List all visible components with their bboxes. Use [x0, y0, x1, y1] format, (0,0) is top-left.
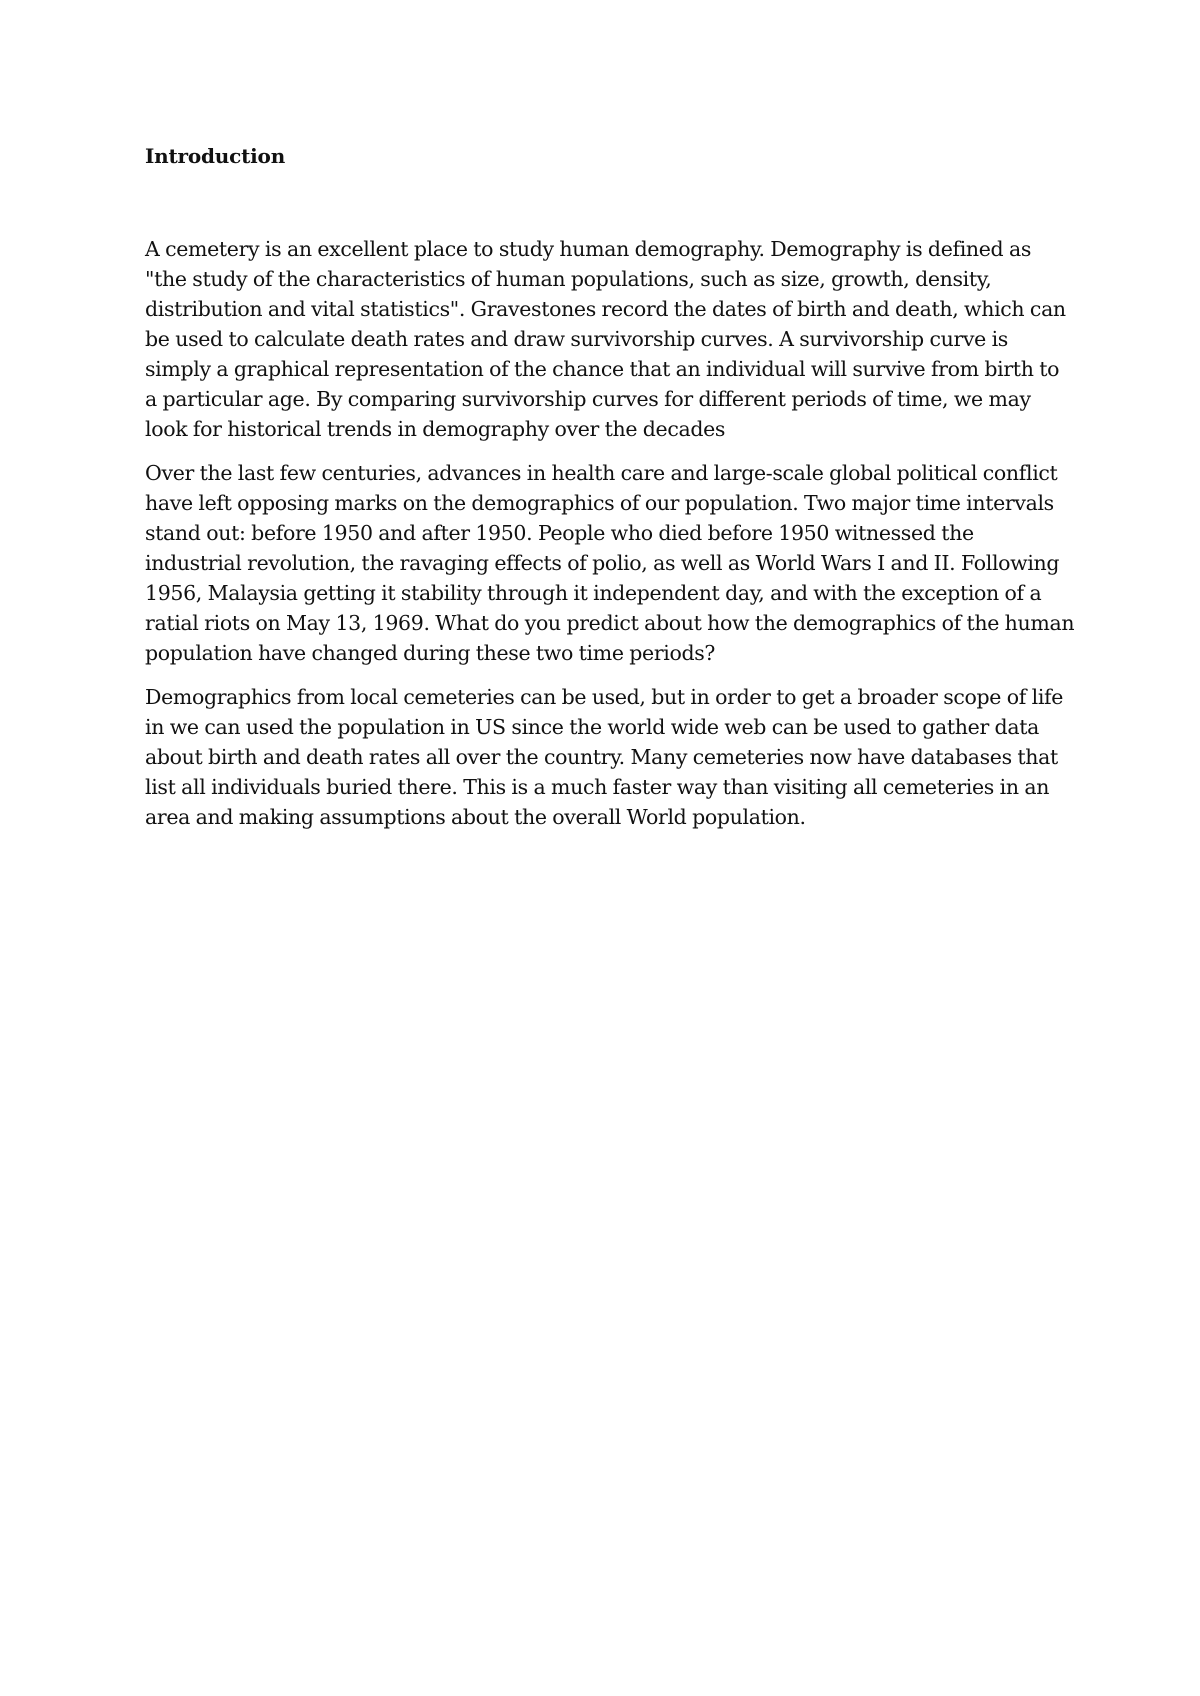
document-page	[145, 140, 1075, 846]
section-heading: Introduction	[145, 144, 286, 168]
paragraph-demography-definition: A cemetery is an excellent place to study human demography. Demography is defined as "the study of the characteristics of human populations, such as size, growth, density, distribution and vital statistics". Gravestones record the dates of birth and death, which can be used to calculate death rates and draw survivorship curves. A survivorship curve is simply a graphical representation of the chance that an individual will survive from birth to a particular age. By comparing survivorship curves for different periods of time, we may look for historical trends in demography over the decades	[145, 237, 1066, 441]
paragraph-time-intervals: Over the last few centuries, advances in health care and large-scale global political conflict have left opposing marks on the demographics of our population. Two major time intervals stand out: before 1950 and after 1950. People who died before 1950 witnessed the industrial revolution, the ravaging effects of polio, as well as World Wars I and II. Following 1956, Malaysia getting it stability through it independent day, and with the exception of a ratial riots on May 13, 1969. What do you predict about how the demographics of the human population have changed during these two time periods?	[145, 461, 1075, 665]
paragraph-data-sources: Demographics from local cemeteries can be used, but in order to get a broader scope of life in we can used the population in US since the world wide web can be used to gather data about birth and death rates all over the country. Many cemeteries now have databases that list all individuals buried there. This is a much faster way than visiting all cemeteries in an area and making assumptions about the overall World population.	[145, 685, 1064, 829]
